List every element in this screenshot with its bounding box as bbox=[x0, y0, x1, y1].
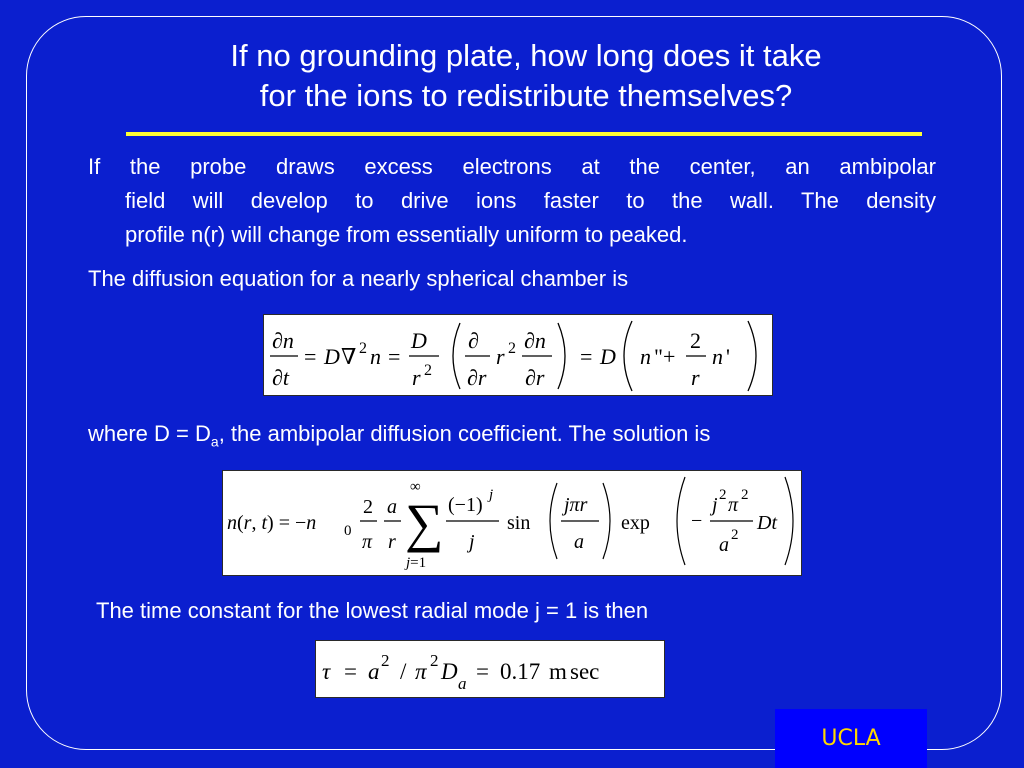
svg-text:D: D bbox=[411, 328, 427, 353]
svg-text:j: j bbox=[712, 494, 718, 516]
svg-text:∂n: ∂n bbox=[524, 328, 546, 353]
svg-text:0.17: 0.17 bbox=[500, 659, 541, 684]
svg-text:': ' bbox=[726, 344, 730, 369]
svg-text:2: 2 bbox=[741, 487, 749, 503]
svg-text:=: = bbox=[580, 344, 593, 369]
svg-text:2: 2 bbox=[424, 362, 432, 379]
svg-text:∂r: ∂r bbox=[467, 365, 487, 390]
svg-text:2: 2 bbox=[731, 527, 739, 543]
svg-text:=: = bbox=[304, 344, 317, 369]
svg-text:a: a bbox=[368, 659, 380, 684]
svg-text:r: r bbox=[412, 365, 421, 390]
svg-text:"+: "+ bbox=[654, 344, 676, 369]
svg-text:=: = bbox=[388, 344, 401, 369]
svg-text:a: a bbox=[458, 674, 467, 693]
svg-text:D: D bbox=[600, 344, 616, 369]
svg-text:(−1): (−1) bbox=[448, 494, 483, 516]
slide-title bbox=[128, 36, 924, 116]
para3-post: , the ambipolar diffusion coefficient. The solution is bbox=[218, 421, 711, 446]
paragraph-ambipolar bbox=[88, 417, 710, 458]
svg-text:=: = bbox=[476, 659, 489, 684]
svg-text:∂t: ∂t bbox=[272, 365, 289, 390]
svg-text:exp: exp bbox=[621, 512, 650, 534]
time-constant-equation bbox=[315, 640, 665, 698]
paragraph-time-constant: The time constant for the lowest radial mode j = 1 is then bbox=[96, 598, 649, 623]
svg-text:2: 2 bbox=[690, 328, 701, 353]
svg-text:r: r bbox=[388, 531, 396, 553]
svg-text:Dt: Dt bbox=[757, 512, 777, 534]
paragraph-diffusion-intro: The diffusion equation for a nearly spherical chamber is bbox=[88, 266, 629, 291]
svg-text:m: m bbox=[549, 659, 567, 684]
svg-text:sin: sin bbox=[507, 512, 531, 534]
svg-text:π: π bbox=[362, 531, 373, 553]
svg-text:∂: ∂ bbox=[468, 328, 479, 353]
svg-text:∞: ∞ bbox=[410, 479, 421, 495]
svg-text:τ: τ bbox=[322, 659, 331, 684]
svg-text:=: = bbox=[344, 659, 357, 684]
svg-text:∇: ∇ bbox=[341, 344, 357, 369]
svg-text:2: 2 bbox=[508, 340, 516, 357]
svg-text:π: π bbox=[728, 494, 739, 516]
svg-text:j=1: j=1 bbox=[406, 555, 427, 571]
svg-text:jπr: jπr bbox=[564, 494, 588, 516]
svg-text:∂r: ∂r bbox=[525, 365, 545, 390]
svg-text:π: π bbox=[415, 659, 427, 684]
svg-text:2: 2 bbox=[359, 340, 367, 357]
para1-line-3: profile n(r) will change from essentially uniform to peaked. bbox=[125, 222, 688, 247]
svg-text:j: j bbox=[489, 487, 494, 503]
svg-text:n: n bbox=[370, 344, 381, 369]
svg-text:r: r bbox=[496, 344, 505, 369]
svg-text:r: r bbox=[691, 365, 700, 390]
svg-text:D: D bbox=[441, 659, 458, 684]
svg-text:a: a bbox=[574, 531, 584, 553]
paragraph-probe-electrons bbox=[88, 150, 936, 252]
title-line-1: If no grounding plate, how long does it take bbox=[230, 38, 822, 73]
svg-text:2: 2 bbox=[430, 651, 439, 670]
svg-text:n: n bbox=[640, 344, 651, 369]
title-underline bbox=[126, 132, 922, 136]
svg-text:a: a bbox=[719, 534, 729, 556]
svg-text:∑: ∑ bbox=[405, 493, 444, 553]
svg-text:−: − bbox=[691, 510, 703, 532]
svg-text:n: n bbox=[712, 344, 723, 369]
svg-text:∂n: ∂n bbox=[272, 328, 294, 353]
diffusion-equation bbox=[263, 314, 773, 396]
ucla-logo bbox=[775, 709, 927, 768]
svg-text:j: j bbox=[469, 531, 475, 553]
para3-subscript: a bbox=[210, 433, 219, 450]
para3-pre: where D = D bbox=[88, 421, 211, 446]
svg-text:n(r, t) = −n: n(r, t) = −n bbox=[227, 512, 317, 534]
diffusion-solution-equation bbox=[222, 470, 802, 576]
svg-text:sec: sec bbox=[570, 659, 600, 684]
svg-text:2: 2 bbox=[381, 651, 390, 670]
svg-text:0: 0 bbox=[344, 523, 352, 539]
svg-text:D: D bbox=[324, 344, 340, 369]
svg-text:2: 2 bbox=[719, 487, 727, 503]
svg-text:2: 2 bbox=[363, 496, 373, 518]
para1-line-1: If the probe draws excess electrons at the center, an ambipolar bbox=[88, 154, 936, 179]
ucla-logo-text: UCLA bbox=[821, 726, 881, 751]
svg-text:/: / bbox=[400, 659, 407, 684]
title-line-2: for the ions to redistribute themselves? bbox=[259, 78, 793, 113]
para1-line-2: field will develop to drive ions faster to the wall. The density bbox=[125, 188, 936, 213]
svg-text:a: a bbox=[387, 496, 397, 518]
